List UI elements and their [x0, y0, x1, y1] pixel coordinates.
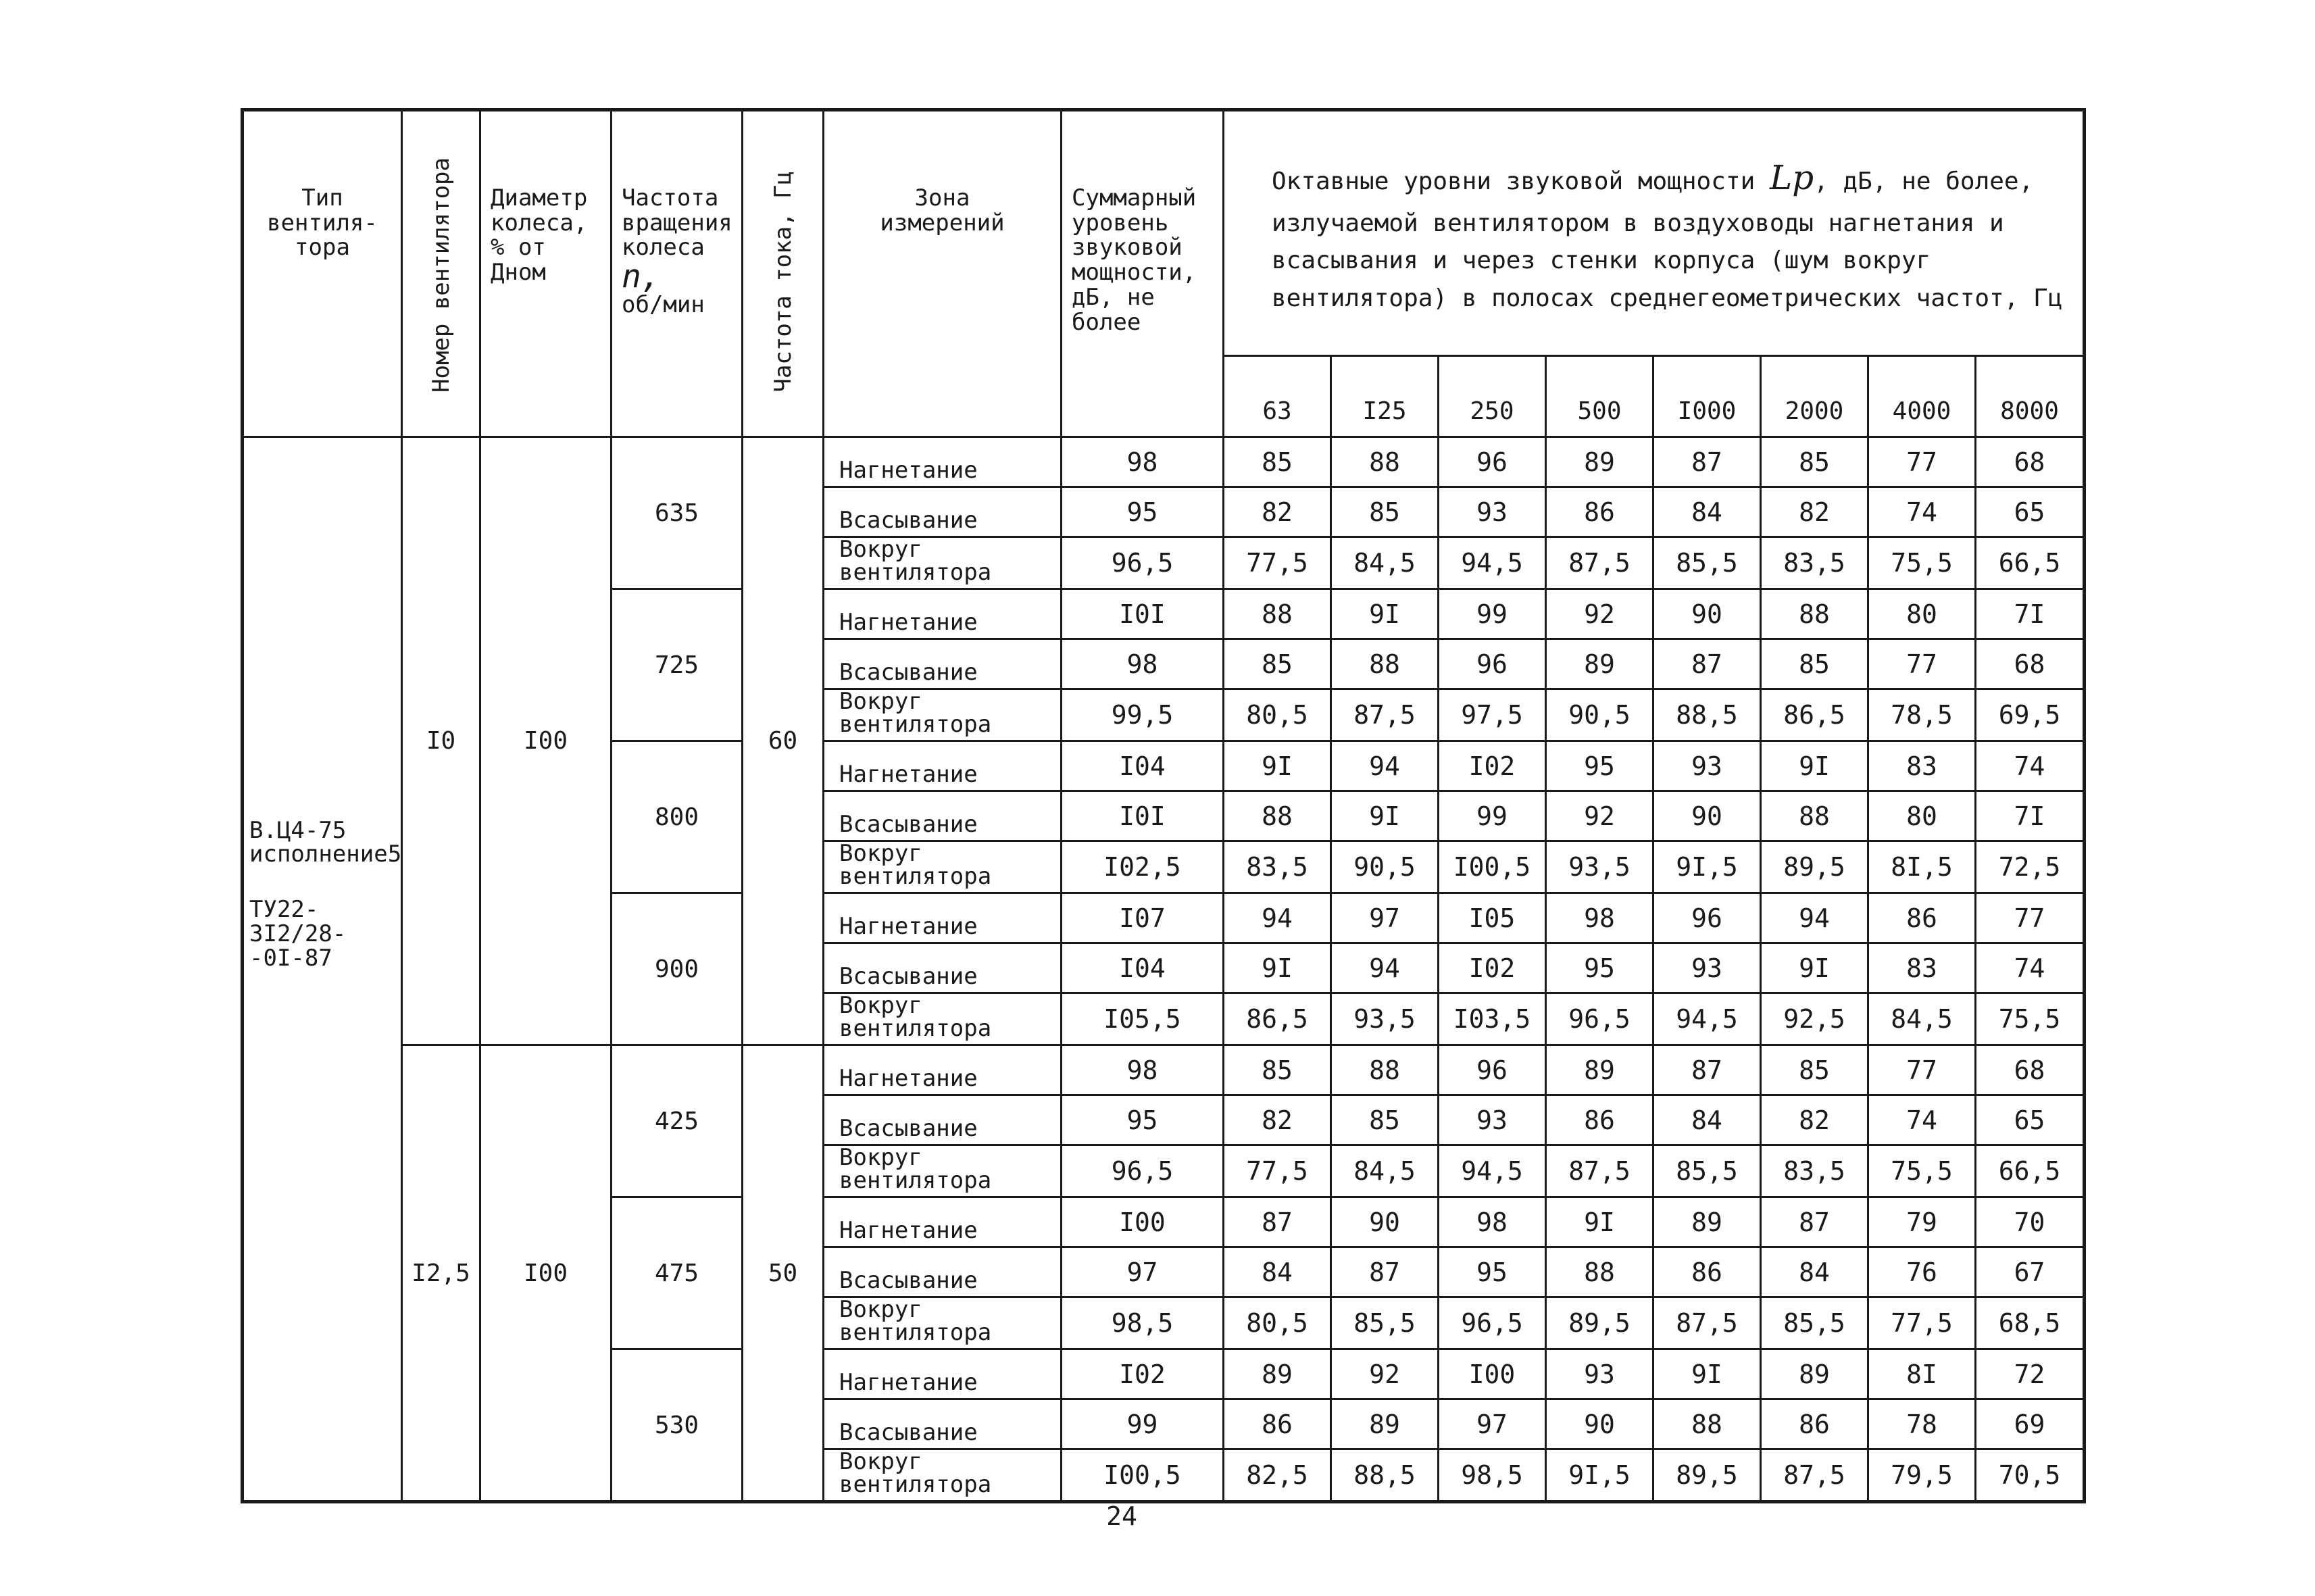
octave-level-cell: 8I,5 [1868, 841, 1976, 893]
octave-level-cell: 85,5 [1653, 1145, 1761, 1197]
octave-level-cell: 85 [1761, 1045, 1868, 1095]
octave-level-cell: 85 [1224, 639, 1331, 689]
octave-level-cell: 9I [1761, 741, 1868, 791]
header-type-text: Тип вентиля-тора [267, 184, 378, 261]
octave-level-cell: 77,5 [1224, 1145, 1331, 1197]
octave-level-cell: 66,5 [1976, 1145, 2085, 1197]
octave-level-cell: 89,5 [1653, 1449, 1761, 1502]
octave-level-cell: 96,5 [1439, 1297, 1546, 1349]
octave-level-cell: 94 [1331, 741, 1439, 791]
table-row [243, 1045, 2085, 1095]
header-type [243, 110, 402, 437]
octave-level-cell: 65 [1976, 487, 2085, 537]
octave-level-cell: 97 [1439, 1399, 1546, 1449]
zone-cell: Вокруг вентилятора [824, 1145, 1062, 1197]
octave-level-cell: 87 [1761, 1197, 1868, 1247]
total-level-cell: I07 [1062, 893, 1224, 943]
octave-level-cell: 77 [1976, 893, 2085, 943]
octave-level-cell: 83,5 [1224, 841, 1331, 893]
octave-level-cell: 80,5 [1224, 1297, 1331, 1349]
octave-level-cell: 85 [1761, 437, 1868, 487]
frequency-header-6: 4000 [1868, 356, 1976, 437]
header-total-text: Суммарный уровень звуковой мощности, дБ, не более [1072, 184, 1197, 336]
octave-level-cell: 79,5 [1868, 1449, 1976, 1502]
header-current-freq-text: Частота тока, Гц [769, 171, 797, 393]
octave-level-cell: 9I [1331, 791, 1439, 841]
octave-level-cell: 84 [1653, 487, 1761, 537]
octave-level-cell: 68 [1976, 1045, 2085, 1095]
table-row [243, 437, 2085, 487]
zone-cell: Всасывание [824, 1399, 1062, 1449]
header-speed-line2: n, [622, 257, 661, 296]
octave-level-cell: 88 [1331, 437, 1439, 487]
octave-level-cell: 87 [1224, 1197, 1331, 1247]
zone-cell: Вокруг вентилятора [824, 1449, 1062, 1502]
frequency-header-5: 2000 [1761, 356, 1868, 437]
octave-level-cell: 84 [1224, 1247, 1331, 1297]
octave-level-cell: 85 [1331, 487, 1439, 537]
page-number: 24 [1106, 1501, 1137, 1531]
speed-cell: 800 [612, 741, 743, 893]
octave-level-cell: 7I [1976, 791, 2085, 841]
octave-level-cell: 94,5 [1653, 993, 1761, 1045]
octave-level-cell: 77,5 [1868, 1297, 1976, 1349]
octave-level-cell: 87 [1331, 1247, 1439, 1297]
octave-level-cell: 75,5 [1976, 993, 2085, 1045]
octave-level-cell: 84 [1653, 1095, 1761, 1145]
octave-level-cell: I05 [1439, 893, 1546, 943]
frequency-header-7: 8000 [1976, 356, 2085, 437]
frequency-header-3: 500 [1546, 356, 1653, 437]
octave-level-cell: 87,5 [1761, 1449, 1868, 1502]
octave-level-cell: 96 [1439, 639, 1546, 689]
octave-level-cell: 82 [1224, 487, 1331, 537]
octave-level-cell: 84,5 [1868, 993, 1976, 1045]
octave-level-cell: 74 [1868, 487, 1976, 537]
total-level-cell: 95 [1062, 487, 1224, 537]
frequency-header-1: I25 [1331, 356, 1439, 437]
octave-level-cell: 72,5 [1976, 841, 2085, 893]
octave-level-cell: 92 [1546, 791, 1653, 841]
octave-level-cell: 90,5 [1331, 841, 1439, 893]
octave-level-cell: 83 [1868, 943, 1976, 993]
octave-level-cell: I00 [1439, 1349, 1546, 1399]
total-level-cell: I00,5 [1062, 1449, 1224, 1502]
header-total [1062, 110, 1224, 437]
octave-level-cell: 9I [1546, 1197, 1653, 1247]
frequency-header-0: 63 [1224, 356, 1331, 437]
zone-cell: Нагнетание [824, 741, 1062, 791]
octave-level-cell: 89 [1546, 639, 1653, 689]
octave-level-cell: 89,5 [1546, 1297, 1653, 1349]
octave-level-cell: 83 [1868, 741, 1976, 791]
octave-level-cell: I03,5 [1439, 993, 1546, 1045]
total-level-cell: I00 [1062, 1197, 1224, 1247]
zone-cell: Нагнетание [824, 437, 1062, 487]
total-level-cell: 98 [1062, 437, 1224, 487]
zone-cell: Нагнетание [824, 1197, 1062, 1247]
octave-level-cell: 89 [1546, 437, 1653, 487]
total-level-cell: I0I [1062, 791, 1224, 841]
octave-level-cell: 9I [1224, 943, 1331, 993]
zone-cell: Всасывание [824, 487, 1062, 537]
speed-cell: 725 [612, 589, 743, 741]
diameter-cell: I00 [480, 437, 612, 1045]
octave-level-cell: 95 [1439, 1247, 1546, 1297]
octave-level-cell: 85 [1224, 437, 1331, 487]
header-zone-text: Зона измерений [880, 184, 1005, 236]
octave-level-cell: 86 [1653, 1247, 1761, 1297]
total-level-cell: 98 [1062, 639, 1224, 689]
header-speed-line1: Частота вращения колеса [622, 184, 732, 261]
octave-level-cell: 86 [1224, 1399, 1331, 1449]
octave-level-cell: 70,5 [1976, 1449, 2085, 1502]
octave-level-cell: 85,5 [1331, 1297, 1439, 1349]
octave-level-cell: 89 [1653, 1197, 1761, 1247]
total-level-cell: I02,5 [1062, 841, 1224, 893]
header-speed [612, 110, 743, 437]
octave-level-cell: 86 [1546, 1095, 1653, 1145]
octave-level-cell: 88 [1224, 791, 1331, 841]
speed-cell: 900 [612, 893, 743, 1045]
octave-level-cell: 85 [1331, 1095, 1439, 1145]
octave-level-cell: 65 [1976, 1095, 2085, 1145]
octave-level-cell: 86,5 [1224, 993, 1331, 1045]
zone-cell: Всасывание [824, 639, 1062, 689]
octave-level-cell: I02 [1439, 943, 1546, 993]
octave-level-cell: 80,5 [1224, 689, 1331, 741]
total-level-cell: 96,5 [1062, 537, 1224, 589]
zone-cell: Нагнетание [824, 893, 1062, 943]
octave-level-cell: 86 [1868, 893, 1976, 943]
octave-level-cell: 89,5 [1761, 841, 1868, 893]
octave-level-cell: 77 [1868, 437, 1976, 487]
octave-level-cell: 98 [1546, 893, 1653, 943]
octave-level-cell: 88 [1761, 791, 1868, 841]
octave-level-cell: 93 [1546, 1349, 1653, 1399]
octave-level-cell: 9I [1331, 589, 1439, 639]
total-level-cell: 98,5 [1062, 1297, 1224, 1349]
diameter-cell: I00 [480, 1045, 612, 1502]
header-octave-symbol: Lр [1769, 158, 1814, 197]
octave-level-cell: 82 [1761, 1095, 1868, 1145]
octave-level-cell: 92,5 [1761, 993, 1868, 1045]
octave-level-cell: 68 [1976, 437, 2085, 487]
octave-level-cell: 85,5 [1761, 1297, 1868, 1349]
octave-level-cell: 83,5 [1761, 1145, 1868, 1197]
octave-level-cell: 94 [1224, 893, 1331, 943]
header-diameter-line2: % от [491, 234, 546, 261]
octave-level-cell: 80 [1868, 589, 1976, 639]
header-row [243, 110, 2085, 356]
octave-level-cell: 96 [1439, 1045, 1546, 1095]
octave-level-cell: 88 [1331, 639, 1439, 689]
octave-level-cell: 90 [1653, 791, 1761, 841]
header-diameter-line3: Дном [491, 259, 546, 286]
octave-level-cell: 94 [1761, 893, 1868, 943]
fan-type-line4: -0I-87 [249, 944, 332, 972]
octave-level-cell: 80 [1868, 791, 1976, 841]
speed-cell: 425 [612, 1045, 743, 1197]
frequency-header-2: 250 [1439, 356, 1546, 437]
octave-level-cell: 88,5 [1331, 1449, 1439, 1502]
frequency-header-4: I000 [1653, 356, 1761, 437]
fan-type-cell [243, 437, 402, 1502]
octave-level-cell: 8I [1868, 1349, 1976, 1399]
zone-cell: Вокруг вентилятора [824, 841, 1062, 893]
octave-level-cell: 87 [1653, 437, 1761, 487]
octave-level-cell: 85 [1224, 1045, 1331, 1095]
octave-level-cell: 9I [1224, 741, 1331, 791]
zone-cell: Вокруг вентилятора [824, 689, 1062, 741]
octave-level-cell: 97 [1331, 893, 1439, 943]
octave-level-cell: 94,5 [1439, 1145, 1546, 1197]
octave-level-cell: 9I [1653, 1349, 1761, 1399]
total-level-cell: I04 [1062, 741, 1224, 791]
octave-level-cell: 90,5 [1546, 689, 1653, 741]
octave-level-cell: 98,5 [1439, 1449, 1546, 1502]
octave-level-cell: 83,5 [1761, 537, 1868, 589]
octave-level-cell: 68,5 [1976, 1297, 2085, 1349]
octave-level-cell: 93,5 [1331, 993, 1439, 1045]
octave-level-cell: 7I [1976, 589, 2085, 639]
speed-cell: 475 [612, 1197, 743, 1349]
octave-level-cell: 93 [1439, 1095, 1546, 1145]
zone-cell: Нагнетание [824, 1045, 1062, 1095]
zone-cell: Всасывание [824, 1095, 1062, 1145]
octave-level-cell: 90 [1546, 1399, 1653, 1449]
zone-cell: Всасывание [824, 791, 1062, 841]
octave-level-cell: 96 [1653, 893, 1761, 943]
octave-level-cell: 87 [1653, 639, 1761, 689]
total-level-cell: 99 [1062, 1399, 1224, 1449]
octave-level-cell: 75,5 [1868, 537, 1976, 589]
current-freq-cell: 60 [743, 437, 824, 1045]
octave-level-cell: 68 [1976, 639, 2085, 689]
octave-level-cell: 76 [1868, 1247, 1976, 1297]
octave-level-cell: 9I,5 [1653, 841, 1761, 893]
octave-level-cell: 98 [1439, 1197, 1546, 1247]
octave-level-cell: 85 [1761, 639, 1868, 689]
octave-level-cell: 87,5 [1653, 1297, 1761, 1349]
octave-level-cell: 93,5 [1546, 841, 1653, 893]
header-octave-post: , дБ, не более, излучаемой вентилятором в воздуховоды нагнетания и всасывания и через стенки корпуса (шум вокруг вентилятора) в полосах среднегеометрических частот, Гц [1272, 168, 2063, 313]
octave-level-cell: 77 [1868, 1045, 1976, 1095]
fan-number-cell: I2,5 [402, 1045, 480, 1502]
octave-level-cell: 89 [1331, 1399, 1439, 1449]
octave-level-cell: 87,5 [1546, 537, 1653, 589]
octave-level-cell: 99 [1439, 791, 1546, 841]
octave-level-cell: 74 [1868, 1095, 1976, 1145]
octave-level-cell: 88,5 [1653, 689, 1761, 741]
zone-cell: Нагнетание [824, 1349, 1062, 1399]
zone-cell: Нагнетание [824, 589, 1062, 639]
octave-level-cell: 88 [1224, 589, 1331, 639]
octave-level-cell: 88 [1653, 1399, 1761, 1449]
header-speed-line3: об/мин [622, 291, 705, 319]
octave-level-cell: 69 [1976, 1399, 2085, 1449]
octave-level-cell: 84,5 [1331, 537, 1439, 589]
fan-type-line2: исполнение5 [249, 841, 402, 868]
octave-level-cell: 89 [1224, 1349, 1331, 1399]
total-level-cell: 98 [1062, 1045, 1224, 1095]
octave-level-cell: 75,5 [1868, 1145, 1976, 1197]
total-level-cell: 99,5 [1062, 689, 1224, 741]
octave-level-cell: 77,5 [1224, 537, 1331, 589]
octave-level-cell: 88 [1331, 1045, 1439, 1095]
total-level-cell: I02 [1062, 1349, 1224, 1399]
octave-level-cell: 87,5 [1331, 689, 1439, 741]
speed-cell: 530 [612, 1349, 743, 1502]
octave-level-cell: 74 [1976, 943, 2085, 993]
octave-level-cell: 93 [1439, 487, 1546, 537]
fan-type-line3: ТУ22-3I2/28- [249, 896, 347, 947]
octave-level-cell: 96 [1439, 437, 1546, 487]
octave-level-cell: 72 [1976, 1349, 2085, 1399]
octave-level-cell: 79 [1868, 1197, 1976, 1247]
octave-level-cell: 88 [1546, 1247, 1653, 1297]
octave-level-cell: 85,5 [1653, 537, 1761, 589]
zone-cell: Вокруг вентилятора [824, 993, 1062, 1045]
octave-level-cell: 99 [1439, 589, 1546, 639]
octave-level-cell: 96,5 [1546, 993, 1653, 1045]
octave-level-cell: 78,5 [1868, 689, 1976, 741]
total-level-cell: 96,5 [1062, 1145, 1224, 1197]
zone-cell: Вокруг вентилятора [824, 1297, 1062, 1349]
octave-level-cell: 74 [1976, 741, 2085, 791]
octave-level-cell: 90 [1331, 1197, 1439, 1247]
total-level-cell: 95 [1062, 1095, 1224, 1145]
total-level-cell: I04 [1062, 943, 1224, 993]
octave-level-cell: 86 [1761, 1399, 1868, 1449]
octave-level-cell: 78 [1868, 1399, 1976, 1449]
total-level-cell: I0I [1062, 589, 1224, 639]
header-octave-pre: Октавные уровни звуковой мощности [1272, 168, 1756, 195]
octave-level-cell: 92 [1331, 1349, 1439, 1399]
octave-level-cell: 84,5 [1331, 1145, 1439, 1197]
zone-cell: Вокруг вентилятора [824, 537, 1062, 589]
octave-level-cell: 67 [1976, 1247, 2085, 1297]
header-fan-number-text: Номер вентилятора [427, 157, 455, 393]
header-fan-number [402, 110, 480, 437]
octave-level-cell: 9I [1761, 943, 1868, 993]
octave-level-cell: 9I,5 [1546, 1449, 1653, 1502]
octave-level-cell: 93 [1653, 741, 1761, 791]
octave-level-cell: 94,5 [1439, 537, 1546, 589]
octave-level-cell: I02 [1439, 741, 1546, 791]
zone-cell: Всасывание [824, 1247, 1062, 1297]
fan-type-line1: В.Ц4-75 [249, 816, 347, 844]
octave-level-cell: 93 [1653, 943, 1761, 993]
zone-cell: Всасывание [824, 943, 1062, 993]
header-diameter-line1: Диаметр колеса, [491, 184, 588, 236]
noise-level-table [241, 108, 2086, 1503]
octave-level-cell: 77 [1868, 639, 1976, 689]
octave-level-cell: 94 [1331, 943, 1439, 993]
octave-level-cell: 87 [1653, 1045, 1761, 1095]
speed-cell: 635 [612, 437, 743, 589]
octave-level-cell: I00,5 [1439, 841, 1546, 893]
octave-level-cell: 92 [1546, 589, 1653, 639]
octave-level-cell: 88 [1761, 589, 1868, 639]
octave-level-cell: 82 [1761, 487, 1868, 537]
fan-number-cell: I0 [402, 437, 480, 1045]
header-octave [1224, 110, 2085, 356]
octave-level-cell: 82,5 [1224, 1449, 1331, 1502]
octave-level-cell: 89 [1761, 1349, 1868, 1399]
octave-level-cell: 89 [1546, 1045, 1653, 1095]
header-diameter [480, 110, 612, 437]
total-level-cell: I05,5 [1062, 993, 1224, 1045]
octave-level-cell: 84 [1761, 1247, 1868, 1297]
octave-level-cell: 95 [1546, 943, 1653, 993]
octave-level-cell: 86,5 [1761, 689, 1868, 741]
octave-level-cell: 86 [1546, 487, 1653, 537]
octave-level-cell: 70 [1976, 1197, 2085, 1247]
octave-level-cell: 87,5 [1546, 1145, 1653, 1197]
current-freq-cell: 50 [743, 1045, 824, 1502]
octave-level-cell: 95 [1546, 741, 1653, 791]
octave-level-cell: 90 [1653, 589, 1761, 639]
octave-level-cell: 97,5 [1439, 689, 1546, 741]
octave-level-cell: 66,5 [1976, 537, 2085, 589]
header-current-freq [743, 110, 824, 437]
total-level-cell: 97 [1062, 1247, 1224, 1297]
header-zone [824, 110, 1062, 437]
octave-level-cell: 69,5 [1976, 689, 2085, 741]
octave-level-cell: 82 [1224, 1095, 1331, 1145]
